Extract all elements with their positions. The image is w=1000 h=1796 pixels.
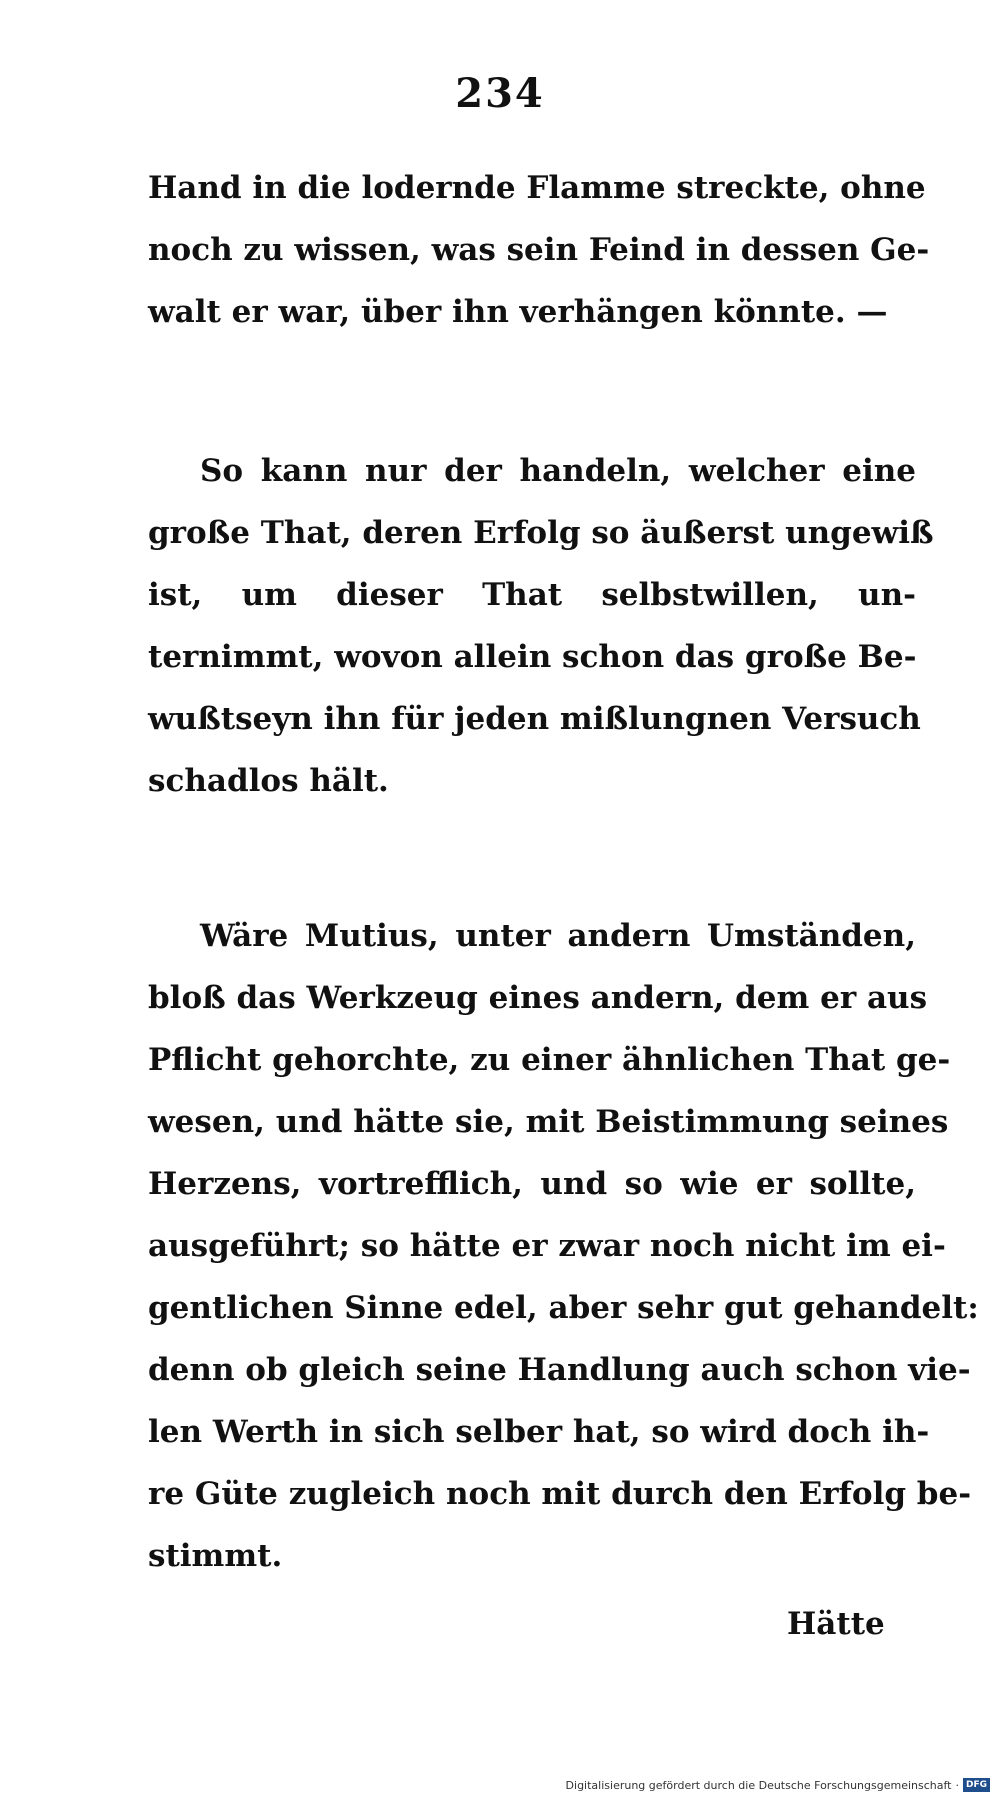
text-line: wußtseyn ihn für jeden mißlungnen Versuch xyxy=(148,701,921,737)
text-line: Wäre Mutius, unter andern Umständen, xyxy=(200,918,916,954)
text-line: Herzens, vortrefflich, und so wie er sollte, xyxy=(148,1166,916,1202)
text-line: gentlichen Sinne edel, aber sehr gut gehandelt: xyxy=(148,1290,979,1326)
catchword: Hätte xyxy=(787,1606,885,1642)
text-line: Hand in die lodernde Flamme streckte, ohne xyxy=(148,170,926,206)
text-line: stimmt. xyxy=(148,1538,283,1574)
text-line: ist, um dieser That selbstwillen, un- xyxy=(148,577,916,613)
paragraph-1 xyxy=(148,157,930,343)
text-line: noch zu wissen, was sein Feind in dessen Ge- xyxy=(148,232,930,268)
dfg-logo-icon: DFG xyxy=(963,1778,990,1792)
text-line: bloß das Werkzeug eines andern, dem er aus xyxy=(148,980,928,1016)
text-line: ternimmt, wovon allein schon das große Be- xyxy=(148,639,917,675)
digitization-credit xyxy=(566,1778,990,1792)
text-line: So kann nur der handeln, welcher eine xyxy=(200,453,916,489)
page-number: 234 xyxy=(455,70,545,117)
text-line: walt er war, über ihn verhängen könnte. — xyxy=(148,294,888,330)
text-line: ausgeführt; so hätte er zwar noch nicht im ei- xyxy=(148,1228,946,1264)
paragraph-2 xyxy=(148,440,934,812)
text-line: len Werth in sich selber hat, so wird doch ih- xyxy=(148,1414,930,1450)
text-line: schadlos hält. xyxy=(148,763,389,799)
text-line: große That, deren Erfolg so äußerst ungewiß xyxy=(148,515,934,551)
text-line: denn ob gleich seine Handlung auch schon vie- xyxy=(148,1352,971,1388)
text-line: re Güte zugleich noch mit durch den Erfolg be- xyxy=(148,1476,972,1512)
paragraph-3 xyxy=(148,905,979,1587)
credit-text: Digitalisierung gefördert durch die Deutsche Forschungsgemeinschaft xyxy=(565,1778,952,1792)
text-line: wesen, und hätte sie, mit Beistimmung seines xyxy=(148,1104,949,1140)
text-line: Pflicht gehorchte, zu einer ähnlichen That ge- xyxy=(148,1042,951,1078)
separator: · xyxy=(955,1778,959,1792)
